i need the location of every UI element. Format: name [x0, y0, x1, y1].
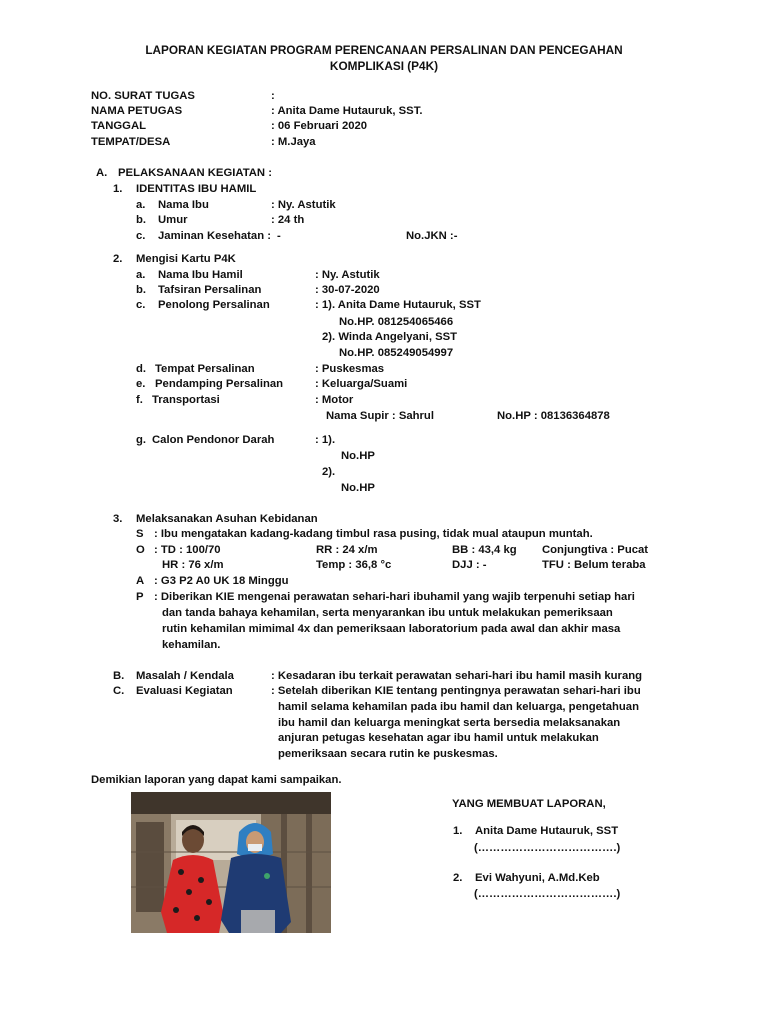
identitas-number: 1.	[113, 183, 123, 195]
section-c-line1: : Setelah diberikan KIE tentang pentingnya perawatan sehari-hari ibu	[271, 685, 641, 697]
asuhan-p-line2: dan tanda bahaya kehamilan, serta menyarankan ibu untuk melakukan pemeriksaan	[162, 607, 613, 619]
tanggal-label: TANGGAL	[91, 120, 147, 132]
kartu-g-hp1: No.HP	[341, 450, 375, 462]
kartu-d-value: : Puskesmas	[315, 363, 385, 375]
asuhan-o-rr: RR : 24 x/m	[316, 544, 378, 556]
asuhan-o-tfu: TFU : Belum teraba	[542, 559, 646, 571]
no-surat-value: :	[271, 90, 275, 102]
identitas-nama-letter: a.	[136, 199, 146, 211]
section-c-line2: hamil selama kehamilan pada ibu hamil dan keluarga, pengetahuan	[278, 701, 639, 713]
identitas-umur-value: : 24 th	[271, 214, 305, 226]
kartu-b-value: : 30-07-2020	[315, 284, 380, 296]
asuhan-p-line4: kehamilan.	[162, 639, 221, 651]
kartu-c-letter: c.	[136, 299, 146, 311]
report-title-line2: KOMPLIKASI (P4K)	[329, 59, 439, 73]
section-c-letter: C.	[113, 685, 125, 697]
kartu-number: 2.	[113, 253, 123, 265]
identitas-title: IDENTITAS IBU HAMIL	[136, 183, 257, 195]
kartu-g-hp2: No.HP	[341, 482, 375, 494]
signer1-number: 1.	[453, 825, 463, 837]
section-b-letter: B.	[113, 670, 125, 682]
identitas-jaminan-label: Jaminan Kesehatan :	[158, 230, 272, 242]
kartu-a-value: : Ny. Astutik	[315, 269, 380, 281]
kartu-f-letter: f.	[136, 394, 143, 406]
kartu-b-label: Tafsiran Persalinan	[158, 284, 262, 296]
asuhan-o-td: : TD : 100/70	[154, 544, 221, 556]
section-a-letter: A.	[96, 167, 108, 179]
kartu-f-value: : Motor	[315, 394, 354, 406]
nama-petugas-value: : Anita Dame Hutauruk, SST.	[271, 105, 423, 117]
asuhan-o-djj: DJJ : -	[452, 559, 487, 571]
kartu-title: Mengisi Kartu P4K	[136, 253, 236, 265]
identitas-nama-label: Nama Ibu	[158, 199, 209, 211]
kartu-c-hp2: No.HP. 085249054997	[339, 347, 454, 359]
kartu-g-letter: g.	[136, 434, 147, 446]
closing-text: Demikian laporan yang dapat kami sampaikan.	[91, 774, 342, 786]
kartu-c-value2: 2). Winda Angelyani, SST	[322, 331, 458, 343]
nama-petugas-label: NAMA PETUGAS	[91, 105, 183, 117]
section-c-line3: ibu hamil dan keluarga meningkat serta bersedia melaksanakan	[278, 717, 621, 729]
tempat-label: TEMPAT/DESA	[91, 136, 171, 148]
section-c-label: Evaluasi Kegiatan	[136, 685, 233, 697]
kartu-d-letter: d.	[136, 363, 147, 375]
signer1-signature-line: (……………………………….)	[474, 842, 621, 854]
asuhan-a-text: : G3 P2 A0 UK 18 Minggu	[154, 575, 289, 587]
section-c-line4: anjuran petugas kesehatan agar ibu hamil untuk melakukan	[278, 732, 599, 744]
kartu-c-label: Penolong Persalinan	[158, 299, 270, 311]
identitas-jkn: No.JKN :-	[406, 230, 458, 242]
signature-title: YANG MEMBUAT LAPORAN,	[452, 798, 606, 810]
kartu-g-value2: 2).	[322, 466, 336, 478]
kartu-e-label: Pendamping Persalinan	[155, 378, 284, 390]
asuhan-o-hr: HR : 76 x/m	[162, 559, 224, 571]
kartu-d-label: Tempat Persalinan	[155, 363, 255, 375]
tanggal-value: : 06 Februari 2020	[271, 120, 368, 132]
kartu-c-value1: : 1). Anita Dame Hutauruk, SST	[315, 299, 481, 311]
asuhan-title: Melaksanakan Asuhan Kebidanan	[136, 513, 318, 525]
identitas-umur-label: Umur	[158, 214, 188, 226]
kartu-e-letter: e.	[136, 378, 146, 390]
kartu-g-label: Calon Pendonor Darah	[152, 434, 275, 446]
asuhan-p-key: P	[136, 591, 144, 603]
asuhan-o-bb: BB : 43,4 kg	[452, 544, 517, 556]
section-b-label: Masalah / Kendala	[136, 670, 234, 682]
kartu-supir-hp: No.HP : 08136364878	[497, 410, 610, 422]
section-b-value: : Kesadaran ibu terkait perawatan sehari-hari ibu hamil masih kurang	[271, 670, 643, 682]
kartu-f-label: Transportasi	[152, 394, 220, 406]
asuhan-number: 3.	[113, 513, 123, 525]
asuhan-s-key: S	[136, 528, 144, 540]
identitas-jaminan-letter: c.	[136, 230, 146, 242]
kartu-c-hp1: No.HP. 081254065466	[339, 316, 454, 328]
signer1-name: Anita Dame Hutauruk, SST	[475, 825, 619, 837]
signer2-signature-line: (……………………………….)	[474, 888, 621, 900]
identitas-jaminan-value: -	[277, 230, 281, 242]
signer2-name: Evi Wahyuni, A.Md.Keb	[475, 872, 600, 884]
asuhan-s-text: : Ibu mengatakan kadang-kadang timbul rasa pusing, tidak mual ataupun muntah.	[154, 528, 593, 540]
signer2-number: 2.	[453, 872, 463, 884]
no-surat-label: NO. SURAT TUGAS	[91, 90, 195, 102]
asuhan-p-line1: : Diberikan KIE mengenai perawatan sehari-hari ibuhamil yang wajib terpenuhi setiap hari	[154, 591, 635, 603]
report-title-line1: LAPORAN KEGIATAN PROGRAM PERENCANAAN PERSALINAN DAN PENCEGAHAN	[145, 43, 623, 57]
asuhan-a-key: A	[136, 575, 145, 587]
kartu-a-letter: a.	[136, 269, 146, 281]
identitas-nama-value: : Ny. Astutik	[271, 199, 336, 211]
kartu-supir: Nama Supir : Sahrul	[326, 410, 434, 422]
kartu-g-value1: : 1).	[315, 434, 336, 446]
asuhan-o-conjungtiva: Conjungtiva : Pucat	[542, 544, 649, 556]
kartu-b-letter: b.	[136, 284, 147, 296]
kartu-e-value: : Keluarga/Suami	[315, 378, 408, 390]
kartu-a-label: Nama Ibu Hamil	[158, 269, 243, 281]
asuhan-o-key: O	[136, 544, 145, 556]
asuhan-p-line3: rutin kehamilan mimimal 4x dan pemeriksaan laboratorium pada awal dan akhir masa	[162, 623, 621, 635]
activity-photo	[131, 792, 331, 933]
identitas-umur-letter: b.	[136, 214, 147, 226]
section-c-line5: pemeriksaan secara rutin ke puskesmas.	[278, 748, 498, 760]
section-a-title: PELAKSANAAN KEGIATAN :	[118, 167, 272, 179]
asuhan-o-temp: Temp : 36,8 °c	[316, 559, 392, 571]
tempat-value: : M.Jaya	[271, 136, 316, 148]
